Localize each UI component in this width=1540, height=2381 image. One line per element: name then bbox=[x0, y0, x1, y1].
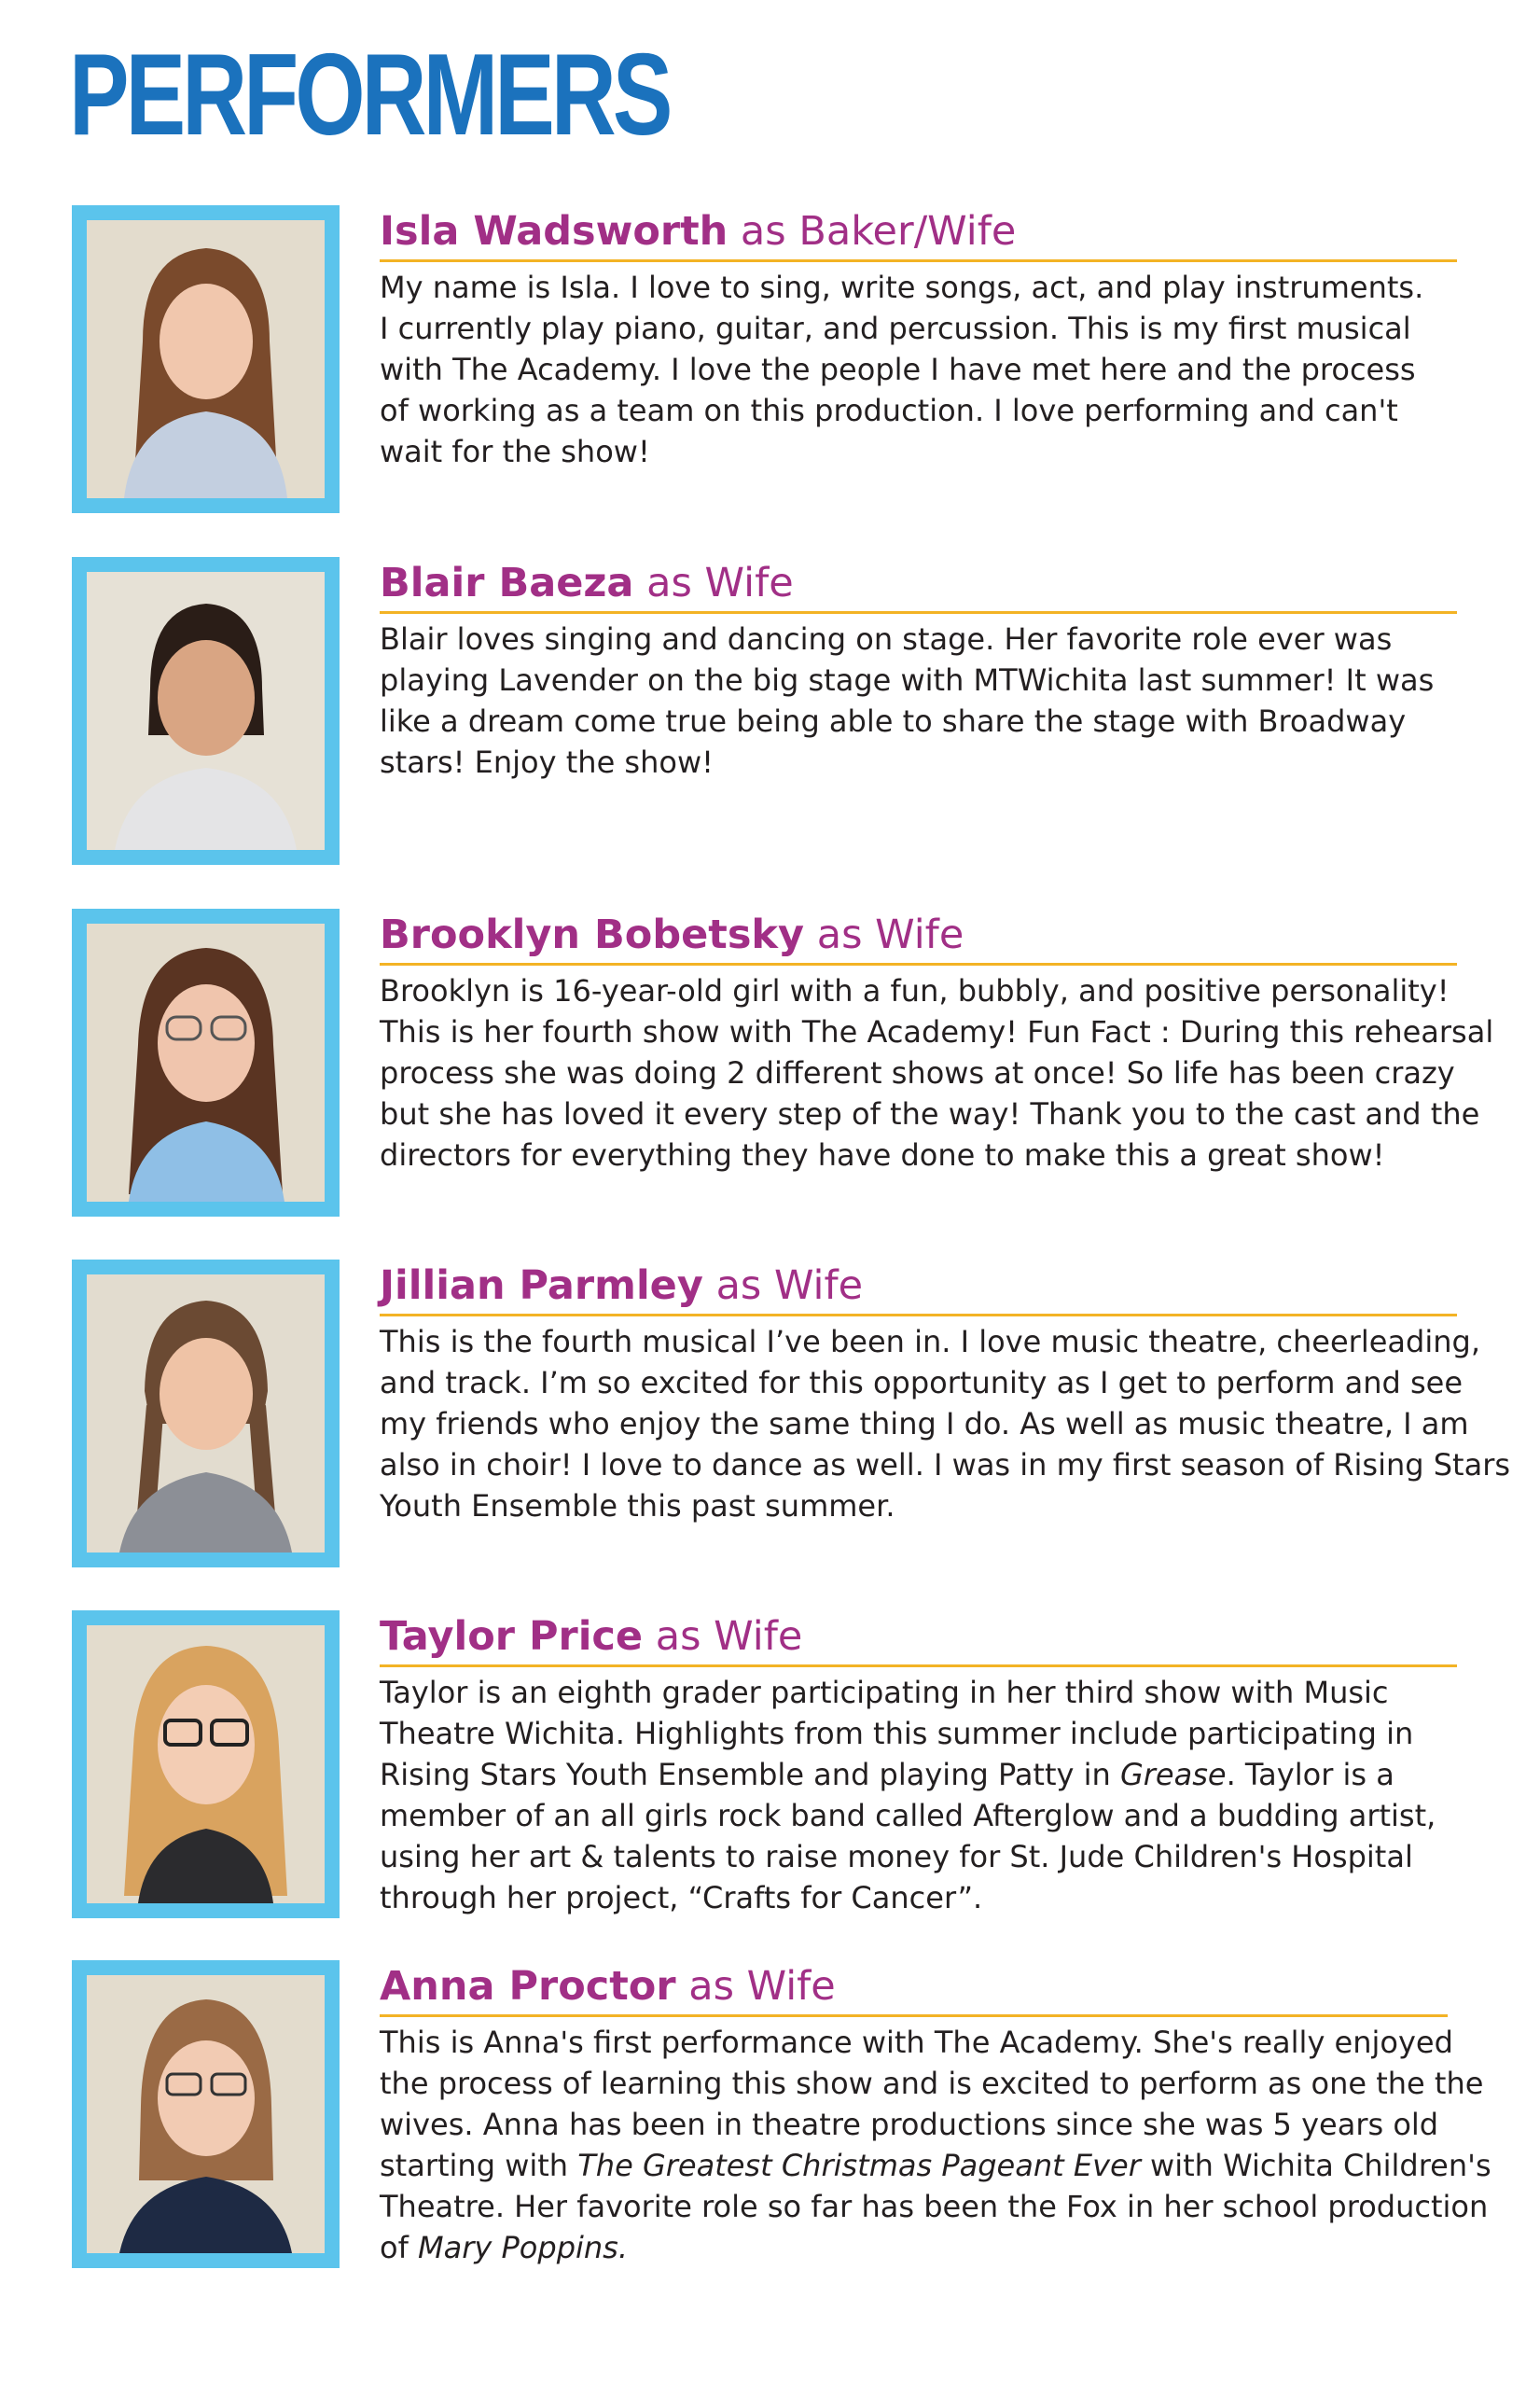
page-title: PERFORMERS bbox=[69, 31, 670, 160]
performer-name: Brooklyn Bobetsky bbox=[380, 912, 805, 958]
bio-line: wives. Anna has been in theatre productions since she was 5 years old bbox=[380, 2107, 1439, 2142]
performer-name: Isla Wadsworth bbox=[380, 208, 728, 255]
bio-line: using her art & talents to raise money for St. Jude Children's Hospital bbox=[380, 1839, 1413, 1874]
performer-role: as Wife bbox=[816, 912, 964, 958]
performer-bio bbox=[380, 1321, 1511, 1526]
headshot-photo bbox=[87, 1975, 325, 2253]
bio-line bbox=[380, 2145, 1491, 2186]
bio-line: This is her fourth show with The Academy! Fun Fact : During this rehearsal bbox=[380, 1014, 1494, 1050]
bio-line: This is the fourth musical I’ve been in. I love music theatre, cheerleading, bbox=[380, 1324, 1480, 1359]
bio-line: directors for everything they have done to make this a great show! bbox=[380, 1137, 1385, 1173]
performer-heading bbox=[380, 557, 1457, 614]
photo-frame bbox=[72, 909, 340, 1217]
bio-text: Rising Stars Youth Ensemble and playing Patty in bbox=[380, 1757, 1120, 1792]
bio-text: . Taylor is a bbox=[1226, 1757, 1394, 1792]
performer-bio bbox=[380, 2022, 1491, 2268]
bio-line: like a dream come true being able to share the stage with Broadway bbox=[380, 703, 1407, 739]
performer-heading bbox=[380, 1610, 1457, 1667]
bio-line: but she has loved it every step of the way! Thank you to the cast and the bbox=[380, 1096, 1480, 1132]
bio-line: My name is Isla. I love to sing, write songs, act, and play instruments. bbox=[380, 270, 1424, 305]
bio-line: Youth Ensemble this past summer. bbox=[380, 1488, 895, 1524]
photo-frame bbox=[72, 1260, 340, 1567]
performer-role: as Wife bbox=[655, 1613, 803, 1660]
performer-role: as Wife bbox=[715, 1262, 864, 1309]
bio-text: with Wichita Children's bbox=[1140, 2148, 1491, 2183]
bio-line: with The Academy. I love the people I have met here and the process bbox=[380, 352, 1416, 387]
performer-bio bbox=[380, 619, 1462, 783]
performer-bio bbox=[380, 970, 1494, 1176]
photo-frame bbox=[72, 557, 340, 865]
performer-name: Taylor Price bbox=[380, 1613, 644, 1660]
bio-line: Brooklyn is 16-year-old girl with a fun, bubbly, and positive personality! bbox=[380, 973, 1450, 1009]
bio-line: the process of learning this show and is excited to perform as one the the bbox=[380, 2066, 1484, 2101]
performer-role: as Wife bbox=[688, 1963, 836, 2010]
bio-line: Taylor is an eighth grader participating in her third show with Music bbox=[380, 1675, 1389, 1710]
bio-line: stars! Enjoy the show! bbox=[380, 745, 714, 780]
bio-line: my friends who enjoy the same thing I do. As well as music theatre, I am bbox=[380, 1406, 1469, 1441]
photo-frame bbox=[72, 1960, 340, 2268]
bio-text: starting with bbox=[380, 2148, 578, 2183]
performer-bio bbox=[380, 1672, 1462, 1918]
show-title: The Greatest Christmas Pageant Ever bbox=[577, 2148, 1141, 2183]
show-title: Grease bbox=[1119, 1757, 1227, 1792]
headshot-photo bbox=[87, 924, 325, 1202]
performer-role: as Wife bbox=[646, 560, 794, 606]
bio-line: Theatre. Her favorite role so far has been the Fox in her school production bbox=[380, 2189, 1489, 2224]
bio-line: Theatre Wichita. Highlights from this summer include participating in bbox=[380, 1716, 1414, 1751]
performer-heading bbox=[380, 909, 1457, 966]
headshot-photo bbox=[87, 1625, 325, 1903]
performer-heading bbox=[380, 205, 1457, 262]
performer-role: as Baker/Wife bbox=[740, 208, 1017, 255]
bio-text: of bbox=[380, 2230, 419, 2265]
headshot-photo bbox=[87, 220, 325, 498]
bio-line: also in choir! I love to dance as well. I was in my first season of Rising Stars bbox=[380, 1447, 1511, 1483]
performer-name: Anna Proctor bbox=[380, 1963, 676, 2010]
bio-line: wait for the show! bbox=[380, 434, 650, 469]
performer-bio bbox=[380, 267, 1462, 472]
show-title: Mary Poppins. bbox=[418, 2230, 629, 2265]
bio-line: Blair loves singing and dancing on stage. Her favorite role ever was bbox=[380, 621, 1393, 657]
bio-line bbox=[380, 1754, 1462, 1795]
bio-line bbox=[380, 2227, 1462, 2268]
bio-line: playing Lavender on the big stage with MTWichita last summer! It was bbox=[380, 662, 1435, 698]
bio-line: and track. I’m so excited for this opportunity as I get to perform and see bbox=[380, 1365, 1463, 1400]
performer-heading bbox=[380, 1960, 1448, 2017]
performer-heading bbox=[380, 1260, 1457, 1316]
bio-line: through her project, “Crafts for Cancer”. bbox=[380, 1880, 983, 1915]
bio-line: of working as a team on this production. I love performing and can't bbox=[380, 393, 1398, 428]
bio-line: This is Anna's first performance with The Academy. She's really enjoyed bbox=[380, 2025, 1453, 2060]
bio-line: I currently play piano, guitar, and percussion. This is my first musical bbox=[380, 311, 1411, 346]
headshot-photo bbox=[87, 1274, 325, 1553]
headshot-photo bbox=[87, 572, 325, 850]
bio-line: member of an all girls rock band called Afterglow and a budding artist, bbox=[380, 1798, 1436, 1833]
photo-frame bbox=[72, 1610, 340, 1918]
performer-name: Blair Baeza bbox=[380, 560, 634, 606]
performer-name: Jillian Parmley bbox=[380, 1262, 703, 1309]
photo-frame bbox=[72, 205, 340, 513]
bio-line: process she was doing 2 different shows at once! So life has been crazy bbox=[380, 1055, 1455, 1091]
